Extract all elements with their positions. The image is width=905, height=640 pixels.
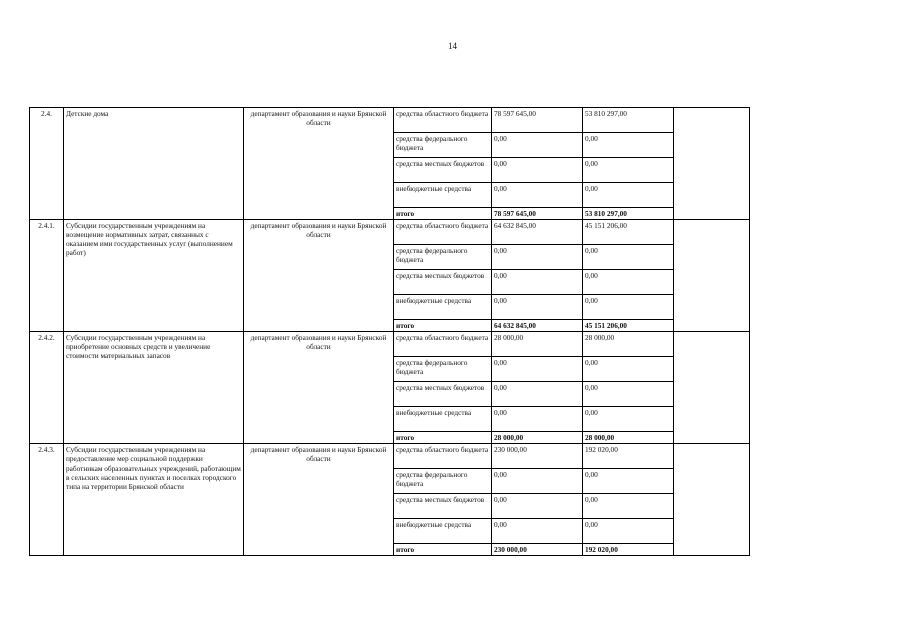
amount-year-2: 0,00	[583, 494, 674, 519]
funding-source: средства федерального бюджета	[394, 357, 492, 382]
table-row	[30, 108, 750, 133]
total-year-1: 78 597 645,00	[492, 208, 583, 220]
funding-source: средства областного бюджета	[394, 220, 492, 245]
amount-year-2: 0,00	[583, 183, 674, 208]
amount-year-2: 0,00	[583, 245, 674, 270]
item-number: 2.4.1.	[30, 220, 64, 332]
total-year-2: 192 020,00	[583, 544, 674, 556]
funding-source: средства местных бюджетов	[394, 270, 492, 295]
amount-year-1: 0,00	[492, 519, 583, 544]
funding-source: внебюджетные средства	[394, 295, 492, 320]
funding-source: средства областного бюджета	[394, 444, 492, 469]
amount-year-2: 0,00	[583, 519, 674, 544]
amount-year-1: 0,00	[492, 133, 583, 158]
amount-year-2: 0,00	[583, 382, 674, 407]
amount-year-2: 0,00	[583, 357, 674, 382]
amount-year-2: 28 000,00	[583, 332, 674, 357]
funding-source: средства областного бюджета	[394, 332, 492, 357]
item-name: Детские дома	[64, 108, 244, 220]
total-year-1: 230 000,00	[492, 544, 583, 556]
table-row	[30, 332, 750, 357]
total-year-2: 28 000,00	[583, 432, 674, 444]
funding-source: средства федерального бюджета	[394, 245, 492, 270]
item-name: Субсидии государственным учреждениям на приобретение основных средств и увеличение стоимости материальных запасов	[64, 332, 244, 444]
department: департамент образования и науки Брянской области	[244, 332, 394, 444]
funding-source: внебюджетные средства	[394, 183, 492, 208]
amount-year-1: 64 632 845,00	[492, 220, 583, 245]
empty-cell	[674, 108, 750, 220]
funding-source: внебюджетные средства	[394, 407, 492, 432]
amount-year-1: 78 597 645,00	[492, 108, 583, 133]
total-year-1: 64 632 845,00	[492, 320, 583, 332]
amount-year-1: 0,00	[492, 407, 583, 432]
amount-year-1: 0,00	[492, 158, 583, 183]
amount-year-2: 0,00	[583, 133, 674, 158]
item-number: 2.4.	[30, 108, 64, 220]
page-number: 14	[448, 41, 457, 51]
amount-year-1: 0,00	[492, 270, 583, 295]
total-year-2: 53 810 297,00	[583, 208, 674, 220]
amount-year-1: 0,00	[492, 357, 583, 382]
item-number: 2.4.2.	[30, 332, 64, 444]
amount-year-1: 0,00	[492, 245, 583, 270]
amount-year-1: 0,00	[492, 382, 583, 407]
amount-year-2: 192 020,00	[583, 444, 674, 469]
department: департамент образования и науки Брянской области	[244, 108, 394, 220]
empty-cell	[674, 444, 750, 556]
item-name: Субсидии государственным учреждениям на возмещение нормативных затрат, связанных с оказанием ими государственных услуг (выполнением работ)	[64, 220, 244, 332]
amount-year-1: 28 000,00	[492, 332, 583, 357]
item-name: Субсидии государственным учреждениям на предоставление мер социальной поддержки работникам образовательных учреждений, работающим в сельских населенных пунктах и поселках городского типа на территории Брянской области	[64, 444, 244, 556]
department: департамент образования и науки Брянской области	[244, 444, 394, 556]
total-label: итого	[394, 432, 492, 444]
amount-year-2: 0,00	[583, 158, 674, 183]
empty-cell	[674, 220, 750, 332]
funding-source: внебюджетные средства	[394, 519, 492, 544]
amount-year-2: 45 151 206,00	[583, 220, 674, 245]
amount-year-1: 0,00	[492, 183, 583, 208]
item-number: 2.4.3.	[30, 444, 64, 556]
amount-year-2: 0,00	[583, 295, 674, 320]
amount-year-1: 0,00	[492, 295, 583, 320]
budget-table	[29, 107, 750, 556]
funding-source: средства местных бюджетов	[394, 382, 492, 407]
funding-source: средства федерального бюджета	[394, 469, 492, 494]
funding-source: средства федерального бюджета	[394, 133, 492, 158]
amount-year-2: 0,00	[583, 469, 674, 494]
table-row	[30, 220, 750, 245]
total-label: итого	[394, 544, 492, 556]
total-label: итого	[394, 320, 492, 332]
amount-year-1: 0,00	[492, 494, 583, 519]
total-year-1: 28 000,00	[492, 432, 583, 444]
amount-year-2: 0,00	[583, 270, 674, 295]
funding-source: средства местных бюджетов	[394, 494, 492, 519]
amount-year-2: 53 810 297,00	[583, 108, 674, 133]
amount-year-1: 230 000,00	[492, 444, 583, 469]
amount-year-2: 0,00	[583, 407, 674, 432]
funding-source: средства областного бюджета	[394, 108, 492, 133]
total-year-2: 45 151 206,00	[583, 320, 674, 332]
total-label: итого	[394, 208, 492, 220]
empty-cell	[674, 332, 750, 444]
funding-source: средства местных бюджетов	[394, 158, 492, 183]
amount-year-1: 0,00	[492, 469, 583, 494]
department: департамент образования и науки Брянской области	[244, 220, 394, 332]
table-row	[30, 444, 750, 469]
